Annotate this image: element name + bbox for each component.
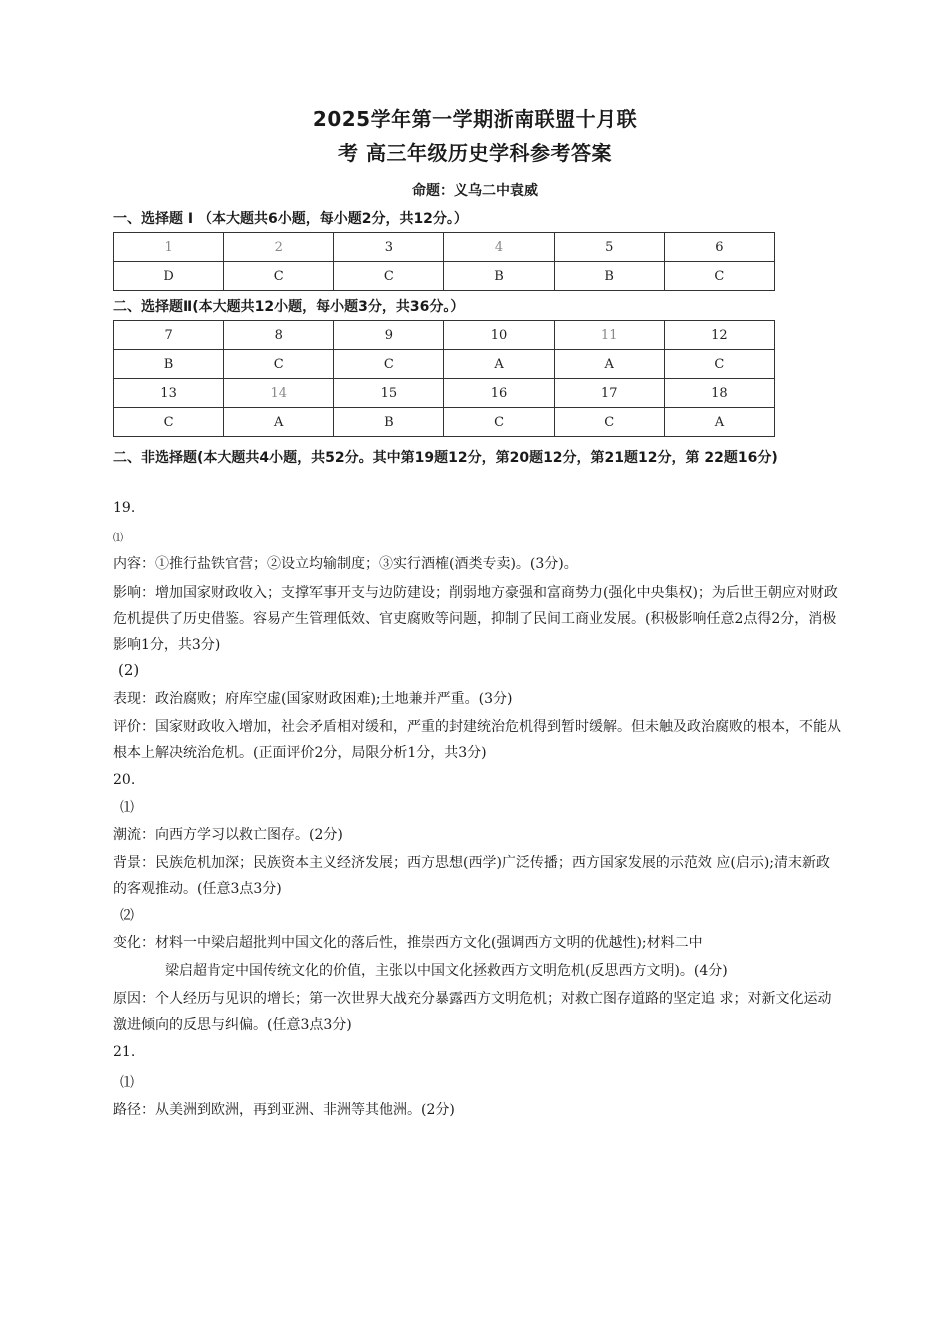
q21-number: 21. (113, 1044, 136, 1060)
q19-performance: 表现：政治腐败；府库空虚(国家财政困难);土地兼并严重。(3分) (113, 691, 513, 707)
table-cell: C (224, 350, 334, 379)
table-cell: B (444, 262, 554, 291)
table-cell: 3 (334, 233, 444, 262)
q19-part1-label: ⑴ (113, 533, 123, 544)
table-row (114, 408, 775, 437)
q20-change-line2: 梁启超肯定中国传统文化的价值，主张以中国文化拯救西方文明危机(反思西方文明)。(4分) (165, 963, 728, 979)
table-cell: 18 (664, 379, 774, 408)
q20-number: 20. (113, 772, 136, 788)
table-cell: 13 (114, 379, 224, 408)
q20-change-line1: 变化：材料一中梁启超批判中国文化的落后性，推崇西方文化(强调西方文明的优越性);材料二中 (113, 935, 703, 951)
section3-heading: 二、非选择题(本大题共4小题，共52分。其中第19题12分，第20题12分，第21题12分，第 22题16分) (113, 450, 778, 466)
table-cell: C (224, 262, 334, 291)
q19-number: 19. (113, 500, 136, 516)
table-cell: 6 (664, 233, 774, 262)
table-cell: B (554, 262, 664, 291)
table-row (114, 321, 775, 350)
table-cell: C (664, 262, 774, 291)
table-cell: A (444, 350, 554, 379)
table-cell: 1 (114, 233, 224, 262)
section1-heading: 一、选择题 I （本大题共6小题，每小题2分，共12分。） (113, 211, 468, 227)
q20-background: 背景：民族危机加深；民族资本主义经济发展；西方思想(西学)广泛传播；西方国家发展的示范效 应(启示);清末新政的客观推动。(任意3点3分) (113, 855, 831, 897)
table-cell: C (334, 262, 444, 291)
table-row (114, 233, 775, 262)
table-cell: 10 (444, 321, 554, 350)
table-cell: 14 (224, 379, 334, 408)
q20-part2-label: ⑵ (120, 908, 134, 924)
q19-part2-label: (2) (118, 661, 140, 679)
table-cell: B (114, 350, 224, 379)
q20-reason: 原因：个人经历与见识的增长；第一次世界大战充分暴露西方文明危机；对救亡图存道路的坚定追 求；对新文化运动激进倾向的反思与纠偏。(任意3点3分) (113, 991, 832, 1033)
table-cell: C (334, 350, 444, 379)
document-title-line2: 考 高三年级历史学科参考答案 (338, 141, 612, 165)
table-row (114, 379, 775, 408)
q19-impact: 影响：增加国家财政收入；支撑军事开支与边防建设；削弱地方豪强和富商势力(强化中央集权)；为后世王朝应对财政危机提供了历史借鉴。容易产生管理低效、官吏腐败等问题，抑制了民间工商业发展。(积极影响任意2点得2分，消极影响1分，共3分) (113, 585, 838, 653)
table-cell: 16 (444, 379, 554, 408)
q21-route: 路径：从美洲到欧洲，再到亚洲、非洲等其他洲。(2分) (113, 1102, 455, 1118)
table-cell: 8 (224, 321, 334, 350)
q21-part1-label: ⑴ (120, 1075, 134, 1091)
table-cell: A (664, 408, 774, 437)
table-cell: A (224, 408, 334, 437)
table-row (114, 262, 775, 291)
table-cell: 12 (664, 321, 774, 350)
table-cell: C (664, 350, 774, 379)
table-cell: 4 (444, 233, 554, 262)
table-cell: C (444, 408, 554, 437)
section2-answer-table (113, 320, 775, 437)
table-cell: 15 (334, 379, 444, 408)
table-cell: 2 (224, 233, 334, 262)
table-cell: 7 (114, 321, 224, 350)
q20-part1-label: ⑴ (120, 800, 134, 816)
document-title-line1: 2025学年第一学期浙南联盟十月联 (312, 107, 638, 131)
section2-heading: 二、选择题Ⅱ(本大题共12小题，每小题3分，共36分。） (113, 299, 465, 315)
table-cell: D (114, 262, 224, 291)
q20-trend: 潮流：向西方学习以救亡图存。(2分) (113, 827, 343, 843)
q19-content: 内容：①推行盐铁官营；②设立均输制度；③实行酒榷(酒类专卖)。(3分)。 (113, 556, 578, 572)
table-cell: 9 (334, 321, 444, 350)
table-cell: A (554, 350, 664, 379)
author-line: 命题：义乌二中袁威 (412, 183, 538, 199)
table-cell: B (334, 408, 444, 437)
table-cell: 17 (554, 379, 664, 408)
table-cell: 5 (554, 233, 664, 262)
table-cell: C (114, 408, 224, 437)
section1-answer-table (113, 232, 775, 291)
table-cell: C (554, 408, 664, 437)
table-cell: 11 (554, 321, 664, 350)
q19-evaluation: 评价：国家财政收入增加，社会矛盾相对缓和，严重的封建统治危机得到暂时缓解。但未触及政治腐败的根本，不能从根本上解决统治危机。(正面评价2分，局限分析1分，共3分) (113, 719, 841, 761)
table-row (114, 350, 775, 379)
